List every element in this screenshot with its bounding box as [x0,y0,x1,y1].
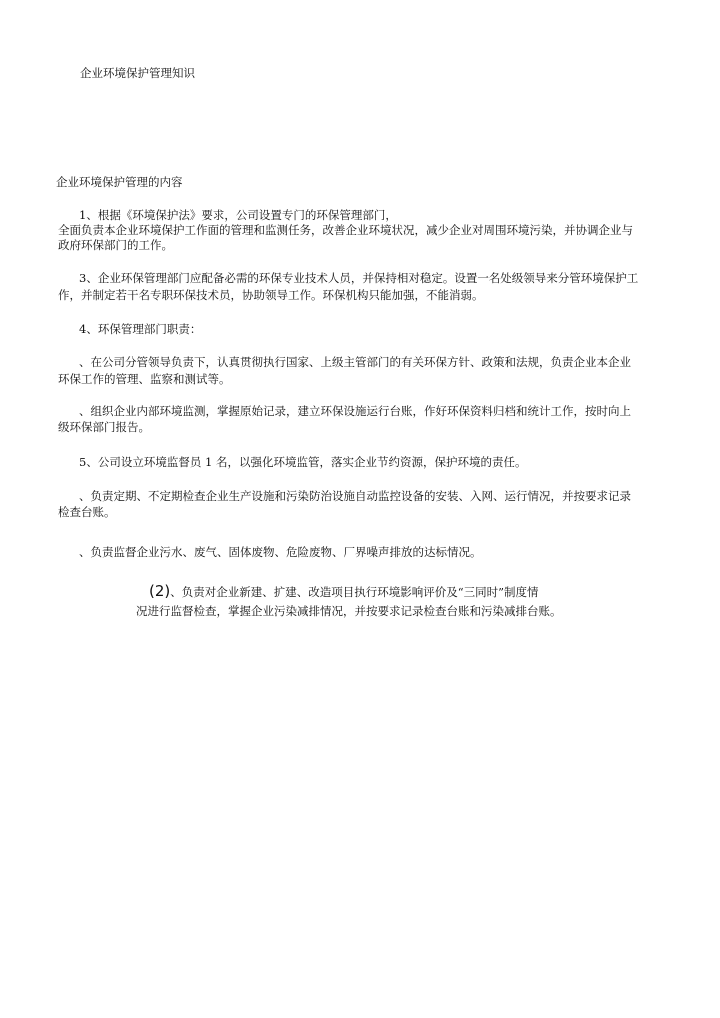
para-4b-line-1: 、组织企业内部环境监测，掌握原始记录，建立环保设施运行台账，作好环保资料归档和统计工作，按时向上 [79,404,631,418]
para-4b-line-2: 级环保部门报告。 [58,420,150,434]
para-6-line-1-text: 、负责对企业新建、扩建、改造项目执行环境影响评价及“三同时”制度情 [170,585,539,599]
para-3-line-2: 作，并制定若干名专职环保技术员，协助领导工作。环保机构只能加强，不能消弱。 [58,288,484,302]
para-1-line-2: 全面负责本企业环境保护工作面的管理和监测任务，改善企业环境状况，减少企业对周围环境污染，并协调企业与 [58,223,633,237]
doc-title: 企业环境保护管理知识 [80,66,195,80]
para-4: 4、环保管理部门职责： [79,322,202,336]
para-4a-line-1: 、在公司分管领导负责下，认真贯彻执行国家、上级主管部门的有关环保方针、政策和法规，负责企业本企业 [79,355,631,369]
para-3-line-1: 3、企业环保管理部门应配备必需的环保专业技术人员，并保持相对稳定。设置一名处级领导来分管环境保护工 [79,271,639,285]
section-title: 企业环境保护管理的内容 [56,175,183,189]
para-5: 5、公司设立环境监督员 1 名，以强化环境监管，落实企业节约资源，保护环境的责任。 [79,455,527,469]
para-6-number: (2) [149,582,171,600]
para-6-line-2: 况进行监督检查，掌握企业污染减排情况，并按要求记录检查台账和污染减排台账。 [136,604,562,618]
para-5a-line-1: 、负责定期、不定期检查企业生产设施和污染防治设施自动监控设备的安装、入网、运行情况，并按要求记录 [79,489,631,503]
para-6-line-1 [149,584,539,599]
para-5a-line-2: 检查台账。 [58,505,116,519]
para-1-line-3: 政府环保部门的工作。 [58,238,173,252]
para-5b: 、负责监督企业污水、废气、固体废物、危险废物、厂界噪声排放的达标情况。 [79,545,482,559]
para-4a-line-2: 环保工作的管理、监察和测试等。 [58,372,231,386]
para-1-line-1: 1、根据《环境保护法》要求，公司设置专门的环保管理部门， [79,208,397,222]
